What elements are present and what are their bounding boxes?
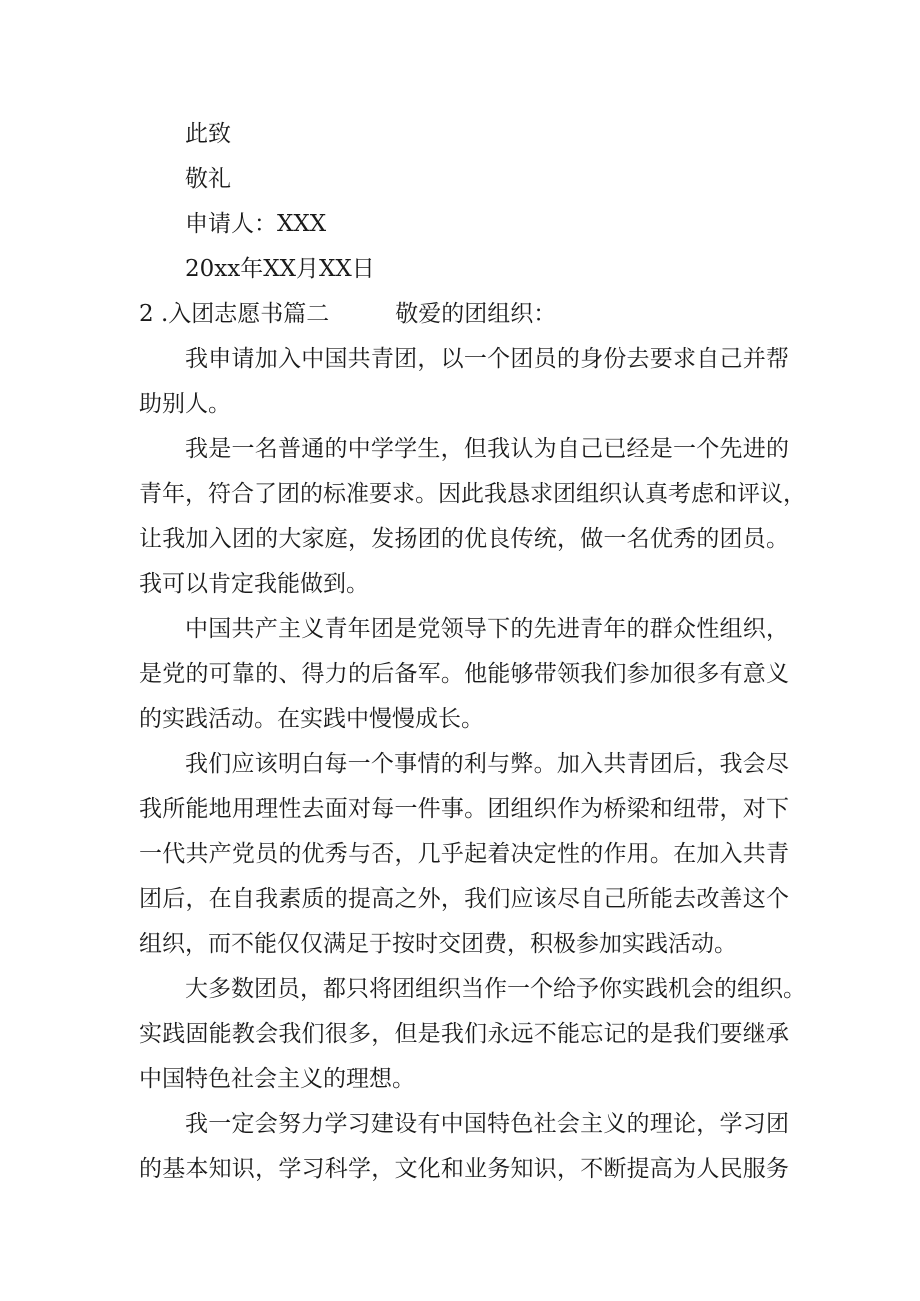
paragraph-line: 我是一名普通的中学学生，但我认为自己已经是一个先进的	[185, 436, 789, 462]
paragraph-line: 我可以肯定我能做到。	[139, 571, 369, 597]
document-body	[139, 112, 806, 1192]
paragraph-line: 我申请加入中国共青团，以一个团员的身份去要求自己并帮	[185, 346, 789, 372]
paragraph-line: 团后，在自我素质的提高之外，我们应该尽自己所能去改善这个	[139, 886, 789, 912]
paragraph	[139, 967, 806, 1102]
closing-salutation-2: 敬礼	[185, 166, 231, 192]
closing-salutation-1: 此致	[185, 121, 231, 147]
applicant-signature: 申请人：XXX	[185, 211, 327, 237]
paragraph-line: 青年，符合了团的标准要求。因此我恳求团组织认真考虑和评议，	[139, 481, 806, 507]
paragraph-line: 是党的可靠的、得力的后备军。他能够带领我们参加很多有意义	[139, 661, 789, 687]
paragraph-line: 让我加入团的大家庭，发扬团的优良传统，做一名优秀的团员。	[139, 526, 789, 552]
paragraph-line: 中国特色社会主义的理想。	[139, 1066, 415, 1092]
paragraph-line: 我所能地用理性去面对每一件事。团组织作为桥梁和纽带，对下	[139, 796, 789, 822]
paragraph-line: 一代共产党员的优秀与否，几乎起着决定性的作用。在加入共青	[139, 841, 789, 867]
section-heading	[139, 292, 789, 337]
paragraph	[139, 742, 789, 967]
paragraph-line: 中国共产主义青年团是党领导下的先进青年的群众性组织，	[185, 616, 789, 642]
paragraph	[139, 427, 806, 607]
paragraph	[139, 337, 789, 427]
paragraph-line: 组织，而不能仅仅满足于按时交团费，积极参加实践活动。	[139, 931, 737, 957]
paragraph-line: 实践固能教会我们很多，但是我们永远不能忘记的是我们要继承	[139, 1021, 789, 1047]
paragraph	[139, 1102, 789, 1192]
section-heading-greeting: 敬爱的团组织：	[395, 301, 557, 327]
paragraph-line: 我一定会努力学习建设有中国特色社会主义的理论，学习团	[185, 1111, 789, 1137]
paragraph-line: 我们应该明白每一个事情的利与弊。加入共青团后，我会尽	[185, 751, 789, 777]
section-heading-number: 2 .入团志愿书篇二	[139, 301, 330, 327]
paragraph-line: 大多数团员，都只将团组织当作一个给予你实践机会的组织。	[185, 976, 806, 1002]
paragraph-line: 的基本知识，学习科学，文化和业务知识，不断提高为人民服务	[139, 1156, 789, 1182]
paragraph-line: 的实践活动。在实践中慢慢成长。	[139, 706, 484, 732]
paragraph	[139, 607, 789, 742]
paragraph-line: 助别人。	[139, 391, 231, 417]
application-date: 20xx年XX月XX日	[185, 256, 375, 282]
